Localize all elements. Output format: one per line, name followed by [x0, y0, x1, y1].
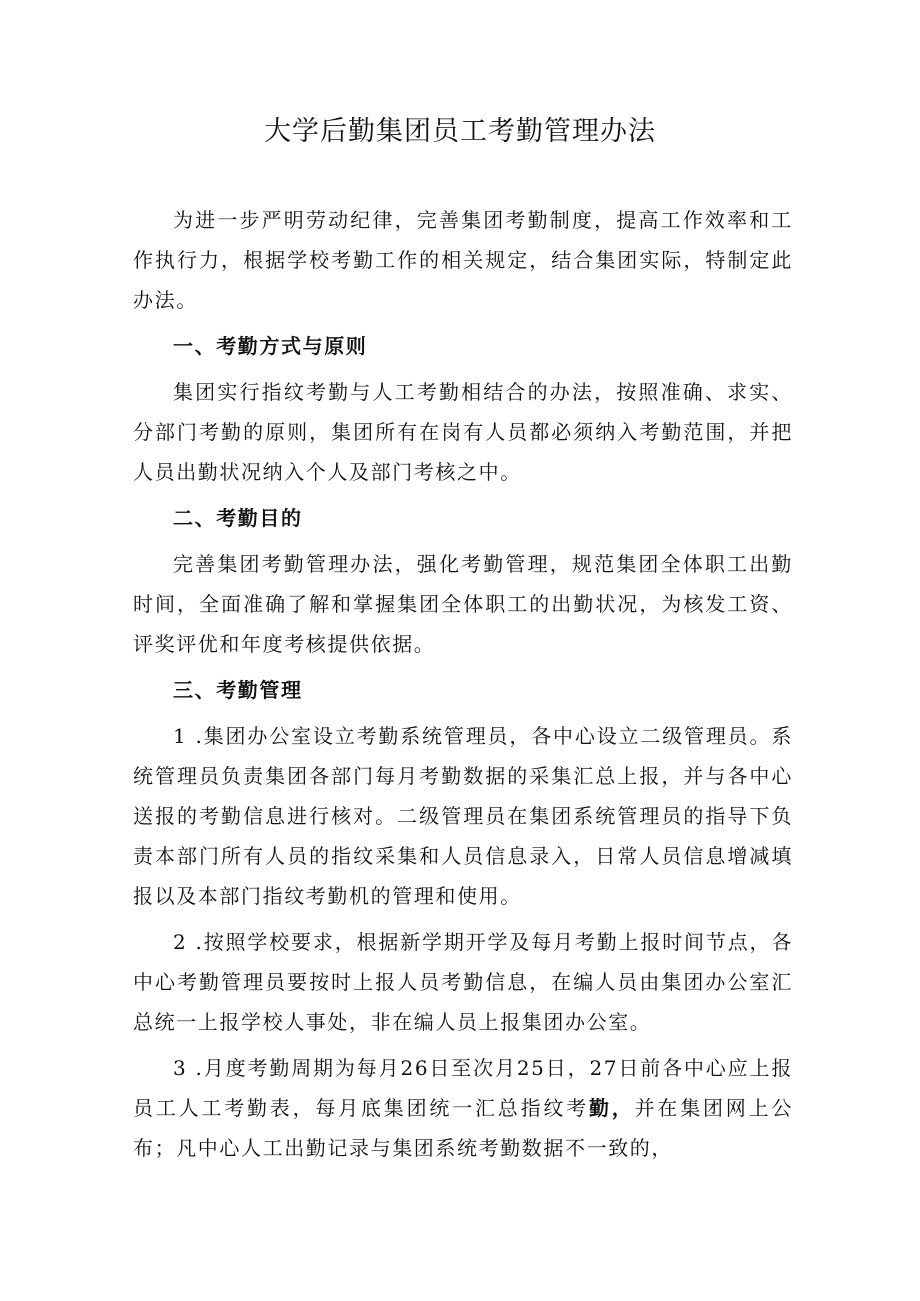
intro-paragraph: 为进一步严明劳动纪律，完善集团考勤制度，提高工作效率和工作执行力，根据学校考勤工作的相关规定，结合集团实际，特制定此办法。 — [133, 208, 793, 312]
section-3-item-3-text-b: 并在集团网上公布；凡中心人工出勤记录与集团系统考勤数据不一致的， — [133, 1096, 794, 1160]
document-body — [133, 200, 793, 1174]
section-3-item-3-text-a: 3 .月度考勤周期为每月26日至次月25日，27日前各中心应上报员工人工考勤表，每月底集团统一汇总指纹考 — [133, 1056, 793, 1120]
document-title: 大学后勤集团员工考勤管理办法 — [264, 116, 656, 147]
section-3-item-3-bold: 勤， — [589, 1096, 635, 1120]
section-3-item-1: 1 .集团办公室设立考勤系统管理员，各中心设立二级管理员。系统管理员负责集团各部门每月考勤数据的采集汇总上报，并与各中心送报的考勤信息进行核对。二级管理员在集团系统管理员的指导下负责本部门所有人员的指纹采集和人员信息录入，日常人员信息增减填报以及本部门指纹考勤机的管理和使用。 — [133, 724, 793, 908]
section-2-heading: 二、考勤目的 — [173, 506, 303, 530]
section-1-paragraph: 集团实行指纹考勤与人工考勤相结合的办法，按照准确、求实、分部门考勤的原则，集团所有在岗有人员都必须纳入考勤范围，并把人员出勤状况纳入个人及部门考核之中。 — [133, 380, 793, 484]
section-3-item-3 — [133, 1048, 793, 1168]
section-2-paragraph: 完善集团考勤管理办法，强化考勤管理，规范集团全体职工出勤时间，全面准确了解和掌握集团全体职工的出勤状况，为核发工资、评奖评优和年度考核提供依据。 — [133, 552, 793, 656]
section-3-item-2: 2 .按照学校要求，根据新学期开学及每月考勤上报时间节点，各中心考勤管理员要按时上报人员考勤信息，在编人员由集团办公室汇总统一上报学校人事处，非在编人员上报集团办公室。 — [133, 930, 793, 1034]
section-3-heading: 三、考勤管理 — [173, 678, 303, 702]
section-1-heading: 一、考勤方式与原则 — [173, 334, 368, 358]
